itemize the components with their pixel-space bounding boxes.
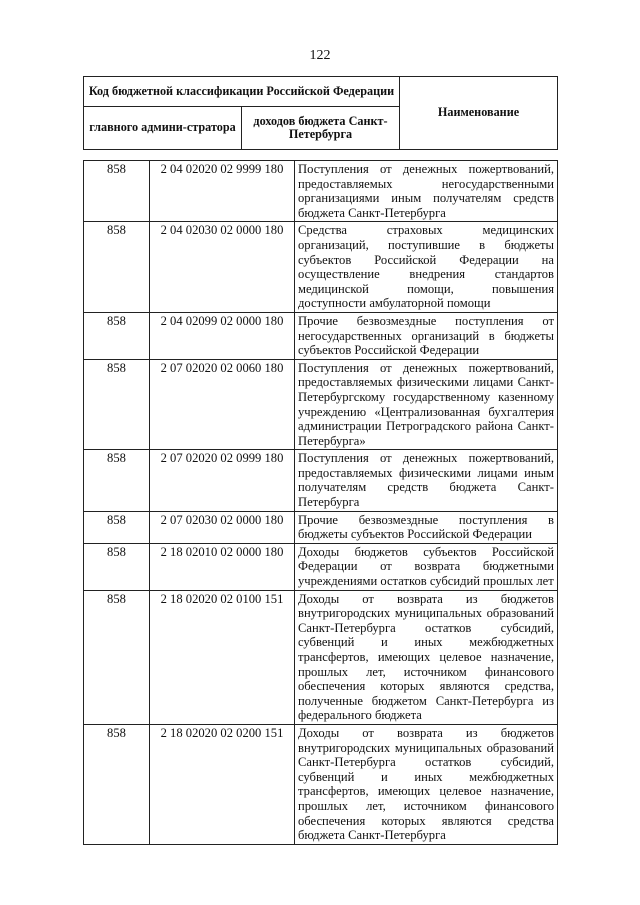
income-code-cell: 2 18 02020 02 0200 151 bbox=[150, 724, 295, 844]
table-header bbox=[83, 76, 558, 150]
admin-code-cell: 858 bbox=[84, 359, 150, 450]
name-cell: Поступления от денежных пожертвований, предоставляемых физическими лицами Санкт-Петербургскому государственному казенному учреждению «Централизованная бухгалтерия администрации Петроградского района Санкт-Петербурга» bbox=[295, 359, 558, 450]
admin-code-cell: 858 bbox=[84, 724, 150, 844]
name-cell: Доходы от возврата из бюджетов внутригородских муниципальных образований Санкт-Петербурга остатков субсидий, субвенций и иных межбюджетных трансфертов, имеющих целевое назначение, прошлых лет, источником финансового обеспечения которых являются средства бюджета Санкт-Петербурга bbox=[295, 724, 558, 844]
table-row bbox=[84, 161, 558, 222]
table-body bbox=[84, 161, 558, 845]
classification-table bbox=[83, 160, 558, 845]
name-cell: Средства страховых медицинских организаций, поступившие в бюджеты субъектов Российской Федерации на осуществление внедрения стандартов медицинской помощи, повышения доступности амбулаторной помощи bbox=[295, 222, 558, 313]
table-row bbox=[84, 312, 558, 359]
table-row bbox=[84, 590, 558, 724]
table-row bbox=[84, 359, 558, 450]
name-cell: Прочие безвозмездные поступления в бюджеты субъектов Российской Федерации bbox=[295, 511, 558, 543]
admin-code-cell: 858 bbox=[84, 222, 150, 313]
page-number: 122 bbox=[309, 48, 331, 63]
table-row bbox=[84, 450, 558, 511]
admin-code-cell: 858 bbox=[84, 450, 150, 511]
name-cell: Поступления от денежных пожертвований, предоставляемых физическими лицами иным получателям средств бюджета Санкт-Петербурга bbox=[295, 450, 558, 511]
income-code-cell: 2 04 02030 02 0000 180 bbox=[150, 222, 295, 313]
name-cell: Доходы от возврата из бюджетов внутригородских муниципальных образований Санкт-Петербурга остатков субсидий, субвенций и иных межбюджетных трансфертов, имеющих целевое назначение, прошлых лет, источником финансового обеспечения которых являются средства, полученные бюджетом Санкт-Петербурга из федерального бюджета bbox=[295, 590, 558, 724]
table-row bbox=[84, 724, 558, 844]
header-code-column: доходов бюджета Санкт-Петербурга bbox=[242, 107, 400, 150]
income-code-cell: 2 18 02020 02 0100 151 bbox=[150, 590, 295, 724]
income-code-cell: 2 18 02010 02 0000 180 bbox=[150, 543, 295, 590]
admin-code-cell: 858 bbox=[84, 312, 150, 359]
header-admin-column: главного админи-стратора bbox=[84, 107, 242, 150]
admin-code-cell: 858 bbox=[84, 543, 150, 590]
income-code-cell: 2 07 02030 02 0000 180 bbox=[150, 511, 295, 543]
name-cell: Прочие безвозмездные поступления от негосударственных организаций в бюджеты субъектов Российской Федерации bbox=[295, 312, 558, 359]
name-cell: Поступления от денежных пожертвований, предоставляемых негосударственными организациями иным получателям средств бюджета Санкт-Петербурга bbox=[295, 161, 558, 222]
header-group-label: Код бюджетной классификации Российской Федерации bbox=[84, 77, 400, 107]
admin-code-cell: 858 bbox=[84, 161, 150, 222]
header-name-column: Наименование bbox=[400, 77, 558, 150]
income-code-cell: 2 07 02020 02 0999 180 bbox=[150, 450, 295, 511]
income-code-cell: 2 07 02020 02 0060 180 bbox=[150, 359, 295, 450]
income-code-cell: 2 04 02099 02 0000 180 bbox=[150, 312, 295, 359]
name-cell: Доходы бюджетов субъектов Российской Федерации от возврата бюджетными учреждениями остатков субсидий прошлых лет bbox=[295, 543, 558, 590]
income-code-cell: 2 04 02020 02 9999 180 bbox=[150, 161, 295, 222]
table-row bbox=[84, 543, 558, 590]
admin-code-cell: 858 bbox=[84, 590, 150, 724]
table-row bbox=[84, 222, 558, 313]
table-row bbox=[84, 511, 558, 543]
admin-code-cell: 858 bbox=[84, 511, 150, 543]
